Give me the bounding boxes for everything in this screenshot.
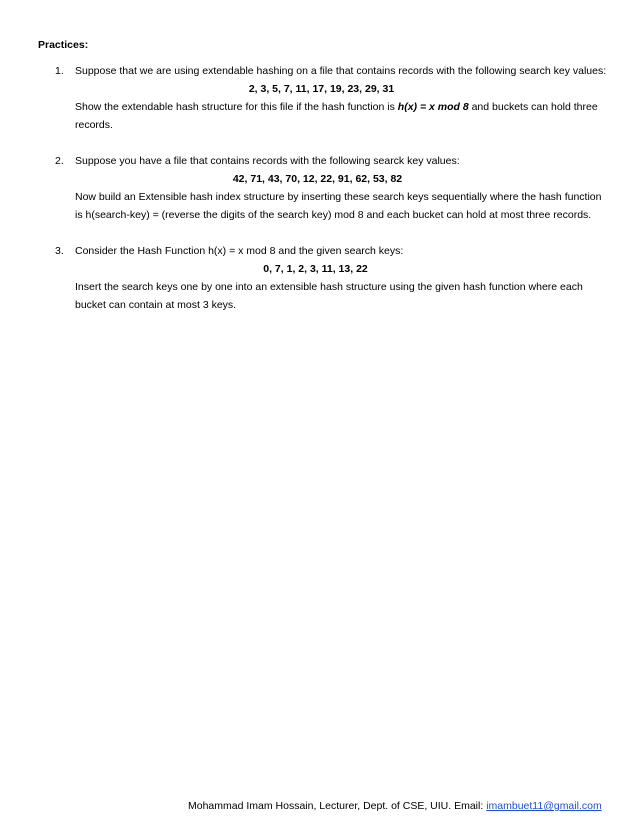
item-body: Now build an Extensible hash index structure by inserting these search keys sequentially where the hash function is h(search-key) = (reverse the digits of the search key) mod 8 and each bucket can hold at most three records. [75,191,602,221]
practices-heading: Practices: [38,39,89,51]
search-keys: 2, 3, 5, 7, 11, 17, 19, 23, 29, 31 [248,83,395,95]
practice-item-3 [38,242,608,314]
practice-item-2 [38,152,608,224]
page-footer [188,797,602,815]
item-intro: Suppose you have a file that contains records with the following searck key values: [75,155,460,167]
item-number: 2. [55,155,64,167]
practice-list [38,62,608,332]
item-intro: Consider the Hash Function h(x) = x mod 8 and the given search keys: [75,245,404,257]
search-keys: 42, 71, 43, 70, 12, 22, 91, 62, 53, 82 [232,173,403,185]
practice-item-1 [38,62,608,134]
hash-formula: h(x) = x mod 8 [397,101,469,113]
item-text-before: Show the extendable hash structure for this file if the hash function is [75,101,398,113]
item-body: Insert the search keys one by one into an extensible hash structure using the given hash function where each bucket can contain at most 3 keys. [75,281,583,311]
email-link[interactable]: imambuet11@gmail.com [486,800,602,812]
footer-text: Mohammad Imam Hossain, Lecturer, Dept. of CSE, UIU. Email: [188,800,487,812]
item-text-after: and buckets can hold three records. [75,101,598,131]
item-number: 1. [55,65,64,77]
item-intro: Suppose that we are using extendable hashing on a file that contains records with the following search key values: [75,65,607,77]
item-number: 3. [55,245,64,257]
search-keys: 0, 7, 1, 2, 3, 11, 13, 22 [263,263,368,275]
